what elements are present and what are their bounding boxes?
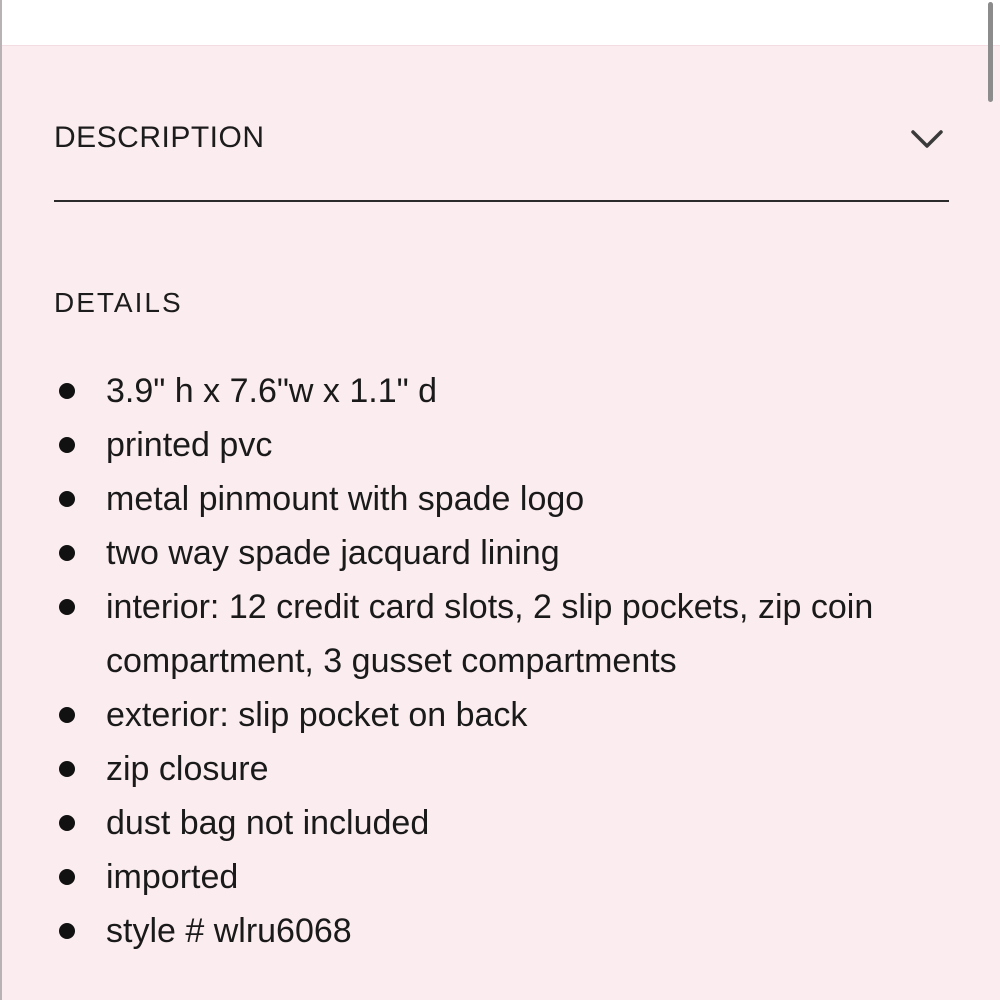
chevron-down-icon[interactable] <box>909 125 945 153</box>
list-item-text: imported <box>106 858 239 896</box>
list-item <box>54 796 934 850</box>
list-item-text: 3.9" h x 7.6"w x 1.1" d <box>106 372 438 410</box>
list-item-text: metal pinmount with spade logo <box>106 480 585 518</box>
bullet-icon <box>59 923 75 939</box>
bullet-icon <box>59 707 75 723</box>
list-item-text: printed pvc <box>106 426 273 464</box>
list-item <box>54 904 934 958</box>
list-item <box>54 526 934 580</box>
bullet-icon <box>59 761 75 777</box>
details-list <box>54 364 934 958</box>
bullet-icon <box>59 383 75 399</box>
list-item-text: dust bag not included <box>106 804 430 842</box>
description-accordion-header[interactable] <box>54 105 949 202</box>
bullet-icon <box>59 815 75 831</box>
list-item-text: interior: 12 credit card slots, 2 slip pockets, zip coin compartment, 3 gusset compartments <box>106 588 874 680</box>
left-edge-divider <box>0 0 2 1000</box>
bullet-icon <box>59 545 75 561</box>
scrollbar-thumb[interactable] <box>988 2 993 102</box>
list-item <box>54 688 934 742</box>
bullet-icon <box>59 437 75 453</box>
list-item <box>54 580 934 688</box>
list-item <box>54 742 934 796</box>
list-item-text: zip closure <box>106 750 269 788</box>
bullet-icon <box>59 491 75 507</box>
list-item <box>54 850 934 904</box>
list-item <box>54 364 934 418</box>
details-heading: DETAILS <box>54 287 183 318</box>
description-title: DESCRIPTION <box>54 121 265 154</box>
bullet-icon <box>59 869 75 885</box>
list-item <box>54 418 934 472</box>
top-bar <box>0 0 1000 46</box>
bullet-icon <box>59 599 75 615</box>
list-item-text: exterior: slip pocket on back <box>106 696 528 734</box>
list-item-text: style # wlru6068 <box>106 912 352 950</box>
list-item-text: two way spade jacquard lining <box>106 534 560 572</box>
list-item <box>54 472 934 526</box>
